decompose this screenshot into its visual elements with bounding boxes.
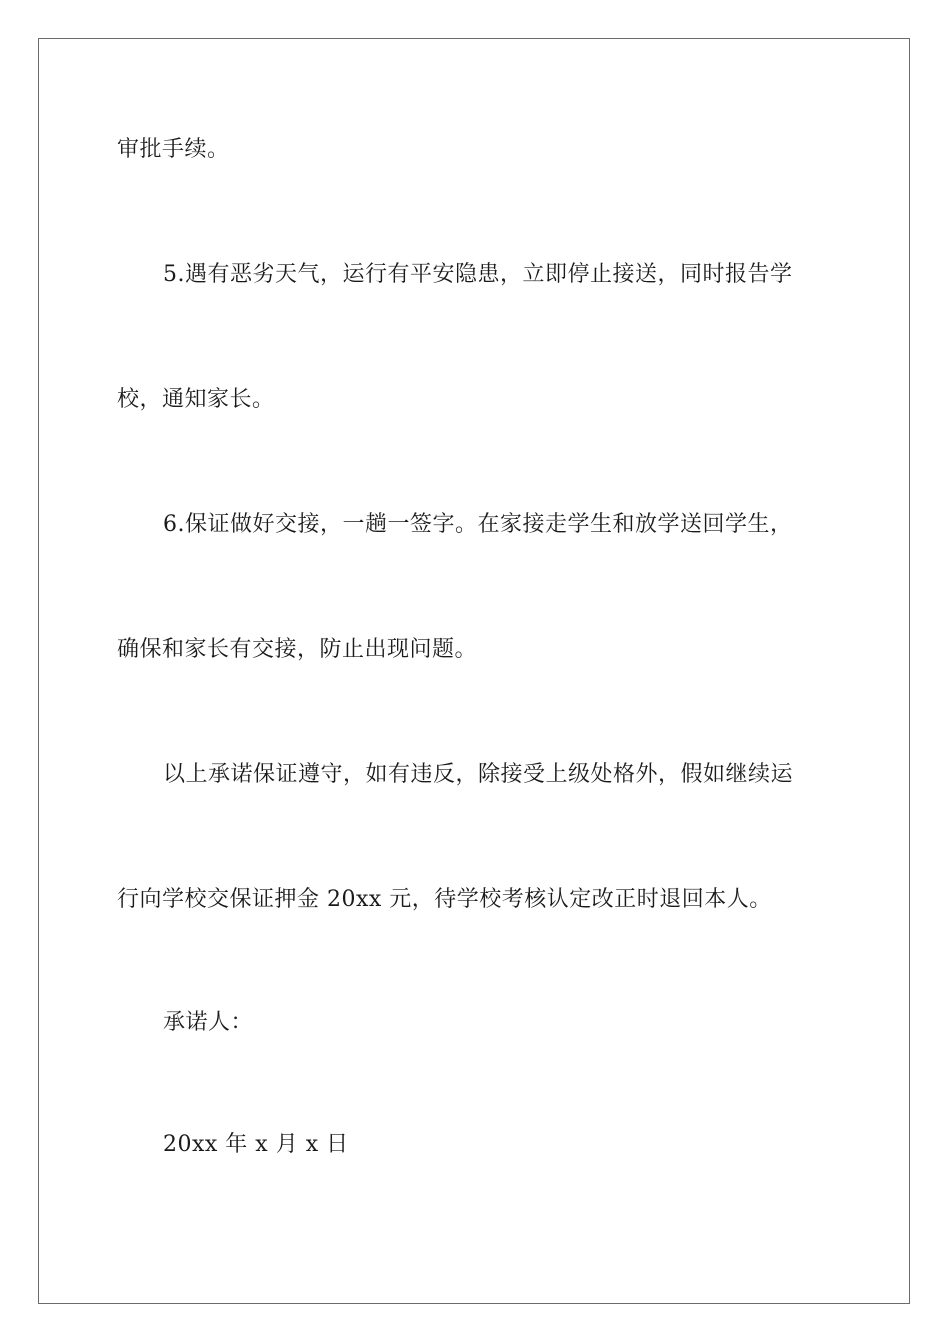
text-line-item-5-start: 5.遇有恶劣天气，运行有平安隐患，立即停止接送，同时报告学 [163,262,793,287]
text-line-approval-procedure: 审批手续。 [117,137,230,162]
text-line-commitment-end: 行向学校交保证押金 20xx 元，待学校考核认定改正时退回本人。 [117,887,772,912]
date-line: 20xx 年 x 月 x 日 [163,1132,349,1157]
text-line-item-6-start: 6.保证做好交接，一趟一签字。在家接走学生和放学送回学生， [163,512,793,537]
text-line-item-6-end: 确保和家长有交接，防止出现问题。 [117,637,478,662]
text-line-commitment-start: 以上承诺保证遵守，如有违反，除接受上级处格外，假如继续运 [163,762,794,787]
page-frame [38,38,910,1304]
promisor-label: 承诺人： [163,1010,254,1035]
text-line-item-5-end: 校，通知家长。 [117,387,275,412]
